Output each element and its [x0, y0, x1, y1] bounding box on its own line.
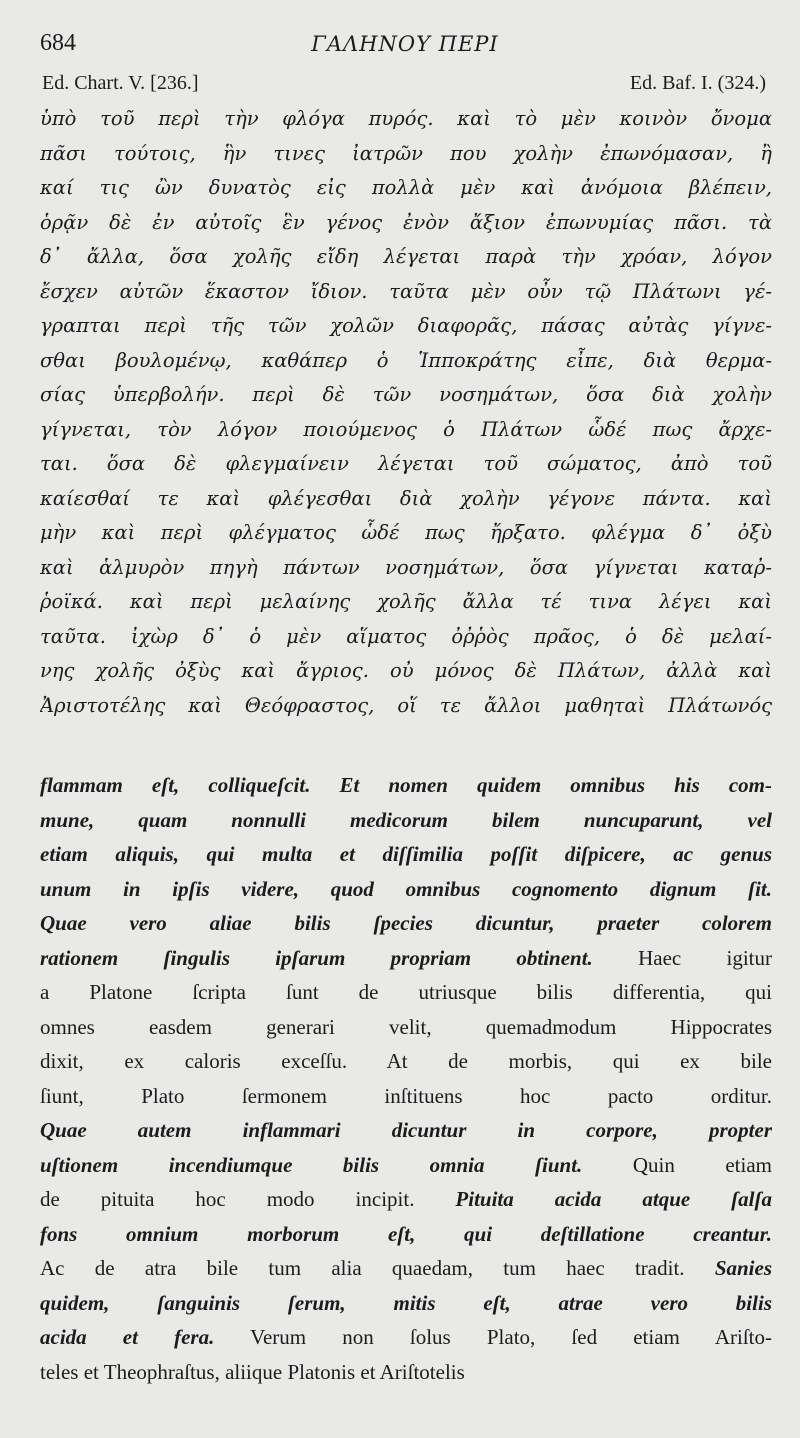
- latin-text-segment: dixit, ex caloris exceſſu. At de morbis, qui ex bile: [40, 1049, 772, 1073]
- latin-text-line: [40, 1286, 772, 1321]
- latin-quotation-segment: flammam eſt, colliqueſcit. Et nomen quidem omnibus his com-: [40, 773, 772, 797]
- latin-text-line: [40, 1010, 772, 1045]
- greek-text-line: ὑπὸ τοῦ περὶ τὴν φλόγα πυρός. καὶ τὸ μὲν κοινὸν ὄνομα: [40, 107, 772, 130]
- latin-text-line: [40, 837, 772, 872]
- greek-text-line: ῥοϊκά. καὶ περὶ μελαίνης χολῆς ἄλλα τέ τινα λέγει καὶ: [40, 590, 772, 613]
- greek-text-line: ταῦτα. ἰχὼρ δ᾽ ὁ μὲν αἵματος ὀῤῥὸς πρᾶος, ὁ δὲ μελαί-: [40, 624, 772, 648]
- greek-text-line: καί τις ὢν δυνατὸς εἰς πολλὰ μὲν καὶ ἀνόμοια βλέπειν,: [40, 176, 772, 199]
- edition-basel-ref: Ed. Baf. I. (324.): [629, 72, 766, 94]
- latin-text-block: [40, 768, 772, 1389]
- latin-quotation-segment: Quae vero aliae bilis ſpecies dicuntur, praeter colorem: [40, 911, 772, 935]
- greek-text-line: ται. ὅσα δὲ φλεγμαίνειν λέγεται τοῦ σώματος, ἀπὸ τοῦ: [40, 452, 772, 475]
- latin-text-segment: omnes easdem generari velit, quemadmodum Hippocrates: [40, 1014, 772, 1039]
- latin-quotation-segment: unum in ipſis videre, quod omnibus cognomento dignum ſit.: [40, 876, 772, 901]
- running-title: ΓΑΛΗΝΟΥ ΠΕΡΙ: [311, 32, 499, 56]
- latin-quotation-segment: rationem ſingulis ipſarum propriam obtinent.: [40, 945, 593, 970]
- latin-text-segment: de pituita hoc modo incipit.: [40, 1187, 456, 1211]
- greek-text-line: δ᾽ ἄλλα, ὅσα χολῆς εἴδη λέγεται παρὰ τὴν χρόαν, λόγον: [40, 245, 772, 268]
- latin-text-line: [40, 1320, 772, 1355]
- latin-text-segment: teles et Theophraſtus, aliique Platonis et Ariſtotelis: [40, 1359, 465, 1384]
- latin-text-line: [40, 975, 772, 1010]
- latin-text-line: [40, 872, 772, 907]
- greek-text-line: ἔσχεν αὐτῶν ἕκαστον ἴδιον. ταῦτα μὲν οὖν τῷ Πλάτωνι γέ-: [40, 279, 772, 303]
- greek-text-line: σθαι βουλομένῳ, καθάπερ ὁ Ἱπποκράτης εἶπε, διὰ θερμα-: [40, 348, 772, 372]
- latin-text-line: [40, 1355, 772, 1390]
- edition-chartier-ref: Ed. Chart. V. [236.]: [42, 72, 199, 94]
- latin-text-line: [40, 1148, 772, 1183]
- latin-quotation-segment: acida et fera.: [40, 1325, 215, 1349]
- latin-quotation-segment: fons omnium morborum eſt, qui deſtillatione creantur.: [40, 1221, 772, 1246]
- greek-text-line: Ἀριστοτέλης καὶ Θεόφραστος, οἵ τε ἄλλοι μαθηταὶ Πλάτωνός: [40, 693, 772, 717]
- latin-text-segment: ſiunt, Plato ſermonem inſtituens hoc pacto orditur.: [40, 1083, 772, 1108]
- latin-text-line: [40, 1182, 772, 1217]
- latin-text-segment: Verum non ſolus Plato, ſed etiam Ariſto-: [214, 1325, 772, 1349]
- latin-text-line: [40, 1251, 772, 1286]
- greek-text-line: γίγνεται, τὸν λόγον ποιούμενος ὁ Πλάτων ὧδέ πως ἄρχε-: [40, 417, 772, 441]
- greek-text-line: νης χολῆς ὀξὺς καὶ ἄγριος. οὐ μόνος δὲ Πλάτων, ἀλλὰ καὶ: [40, 659, 772, 682]
- edition-references: [40, 72, 770, 100]
- latin-text-line: [40, 1217, 772, 1252]
- latin-quotation-segment: Sanies: [714, 1256, 772, 1280]
- latin-text-segment: Quin etiam: [582, 1152, 772, 1177]
- greek-text-line: καὶ ἁλμυρὸν πηγὴ πάντων νοσημάτων, ὅσα γίγνεται καταῤ-: [40, 555, 772, 579]
- latin-text-line: [40, 1044, 772, 1079]
- latin-quotation-segment: etiam aliquis, qui multa et diſſimilia poſſit diſpicere, ac genus: [40, 842, 772, 866]
- latin-text-line: [40, 906, 772, 941]
- page-number: 684: [40, 30, 76, 56]
- greek-text-block: [40, 102, 772, 723]
- latin-text-segment: Ac de atra bile tum alia quaedam, tum haec tradit.: [40, 1256, 715, 1280]
- latin-quotation-segment: Pituita acida atque ſalſa: [455, 1187, 772, 1211]
- greek-text-line: καίεσθαί τε καὶ φλέγεσθαι διὰ χολὴν γέγονε πάντα. καὶ: [40, 486, 772, 510]
- latin-text-line: [40, 1079, 772, 1114]
- latin-text-line: [40, 803, 772, 838]
- latin-quotation-segment: mune, quam nonnulli medicorum bilem nuncuparunt, vel: [40, 807, 772, 832]
- latin-text-line: [40, 1113, 772, 1148]
- latin-text-segment: Haec igitur: [592, 945, 772, 970]
- latin-quotation-segment: uſtionem incendiumque bilis omnia ſiunt.: [40, 1152, 583, 1177]
- greek-text-line: γραπται περὶ τῆς τῶν χολῶν διαφορᾶς, πάσας αὐτὰς γίγνε-: [40, 314, 772, 337]
- greek-text-line: σίας ὑπερβολήν. περὶ δὲ τῶν νοσημάτων, ὅσα διὰ χολὴν: [40, 383, 772, 406]
- page-header: [40, 30, 770, 64]
- latin-text-line: [40, 768, 772, 803]
- greek-text-line: μὴν καὶ περὶ φλέγματος ὧδέ πως ἤρξατο. φλέγμα δ᾽ ὀξὺ: [40, 521, 772, 544]
- latin-text-segment: a Platone ſcripta ſunt de utriusque bilis differentia, qui: [40, 980, 772, 1004]
- greek-text-line: ὁρᾷν δὲ ἐν αὐτοῖς ἓν γένος ἐνὸν ἄξιον ἐπωνυμίας πᾶσι. τὰ: [40, 210, 772, 234]
- latin-quotation-segment: quidem, ſanguinis ſerum, mitis eſt, atrae vero bilis: [40, 1290, 772, 1315]
- greek-text-line: πᾶσι τούτοις, ἣν τινες ἰατρῶν που χολὴν ἐπωνόμασαν, ἢ: [40, 141, 772, 165]
- latin-quotation-segment: Quae autem inflammari dicuntur in corpore, propter: [40, 1118, 772, 1142]
- latin-text-line: [40, 941, 772, 976]
